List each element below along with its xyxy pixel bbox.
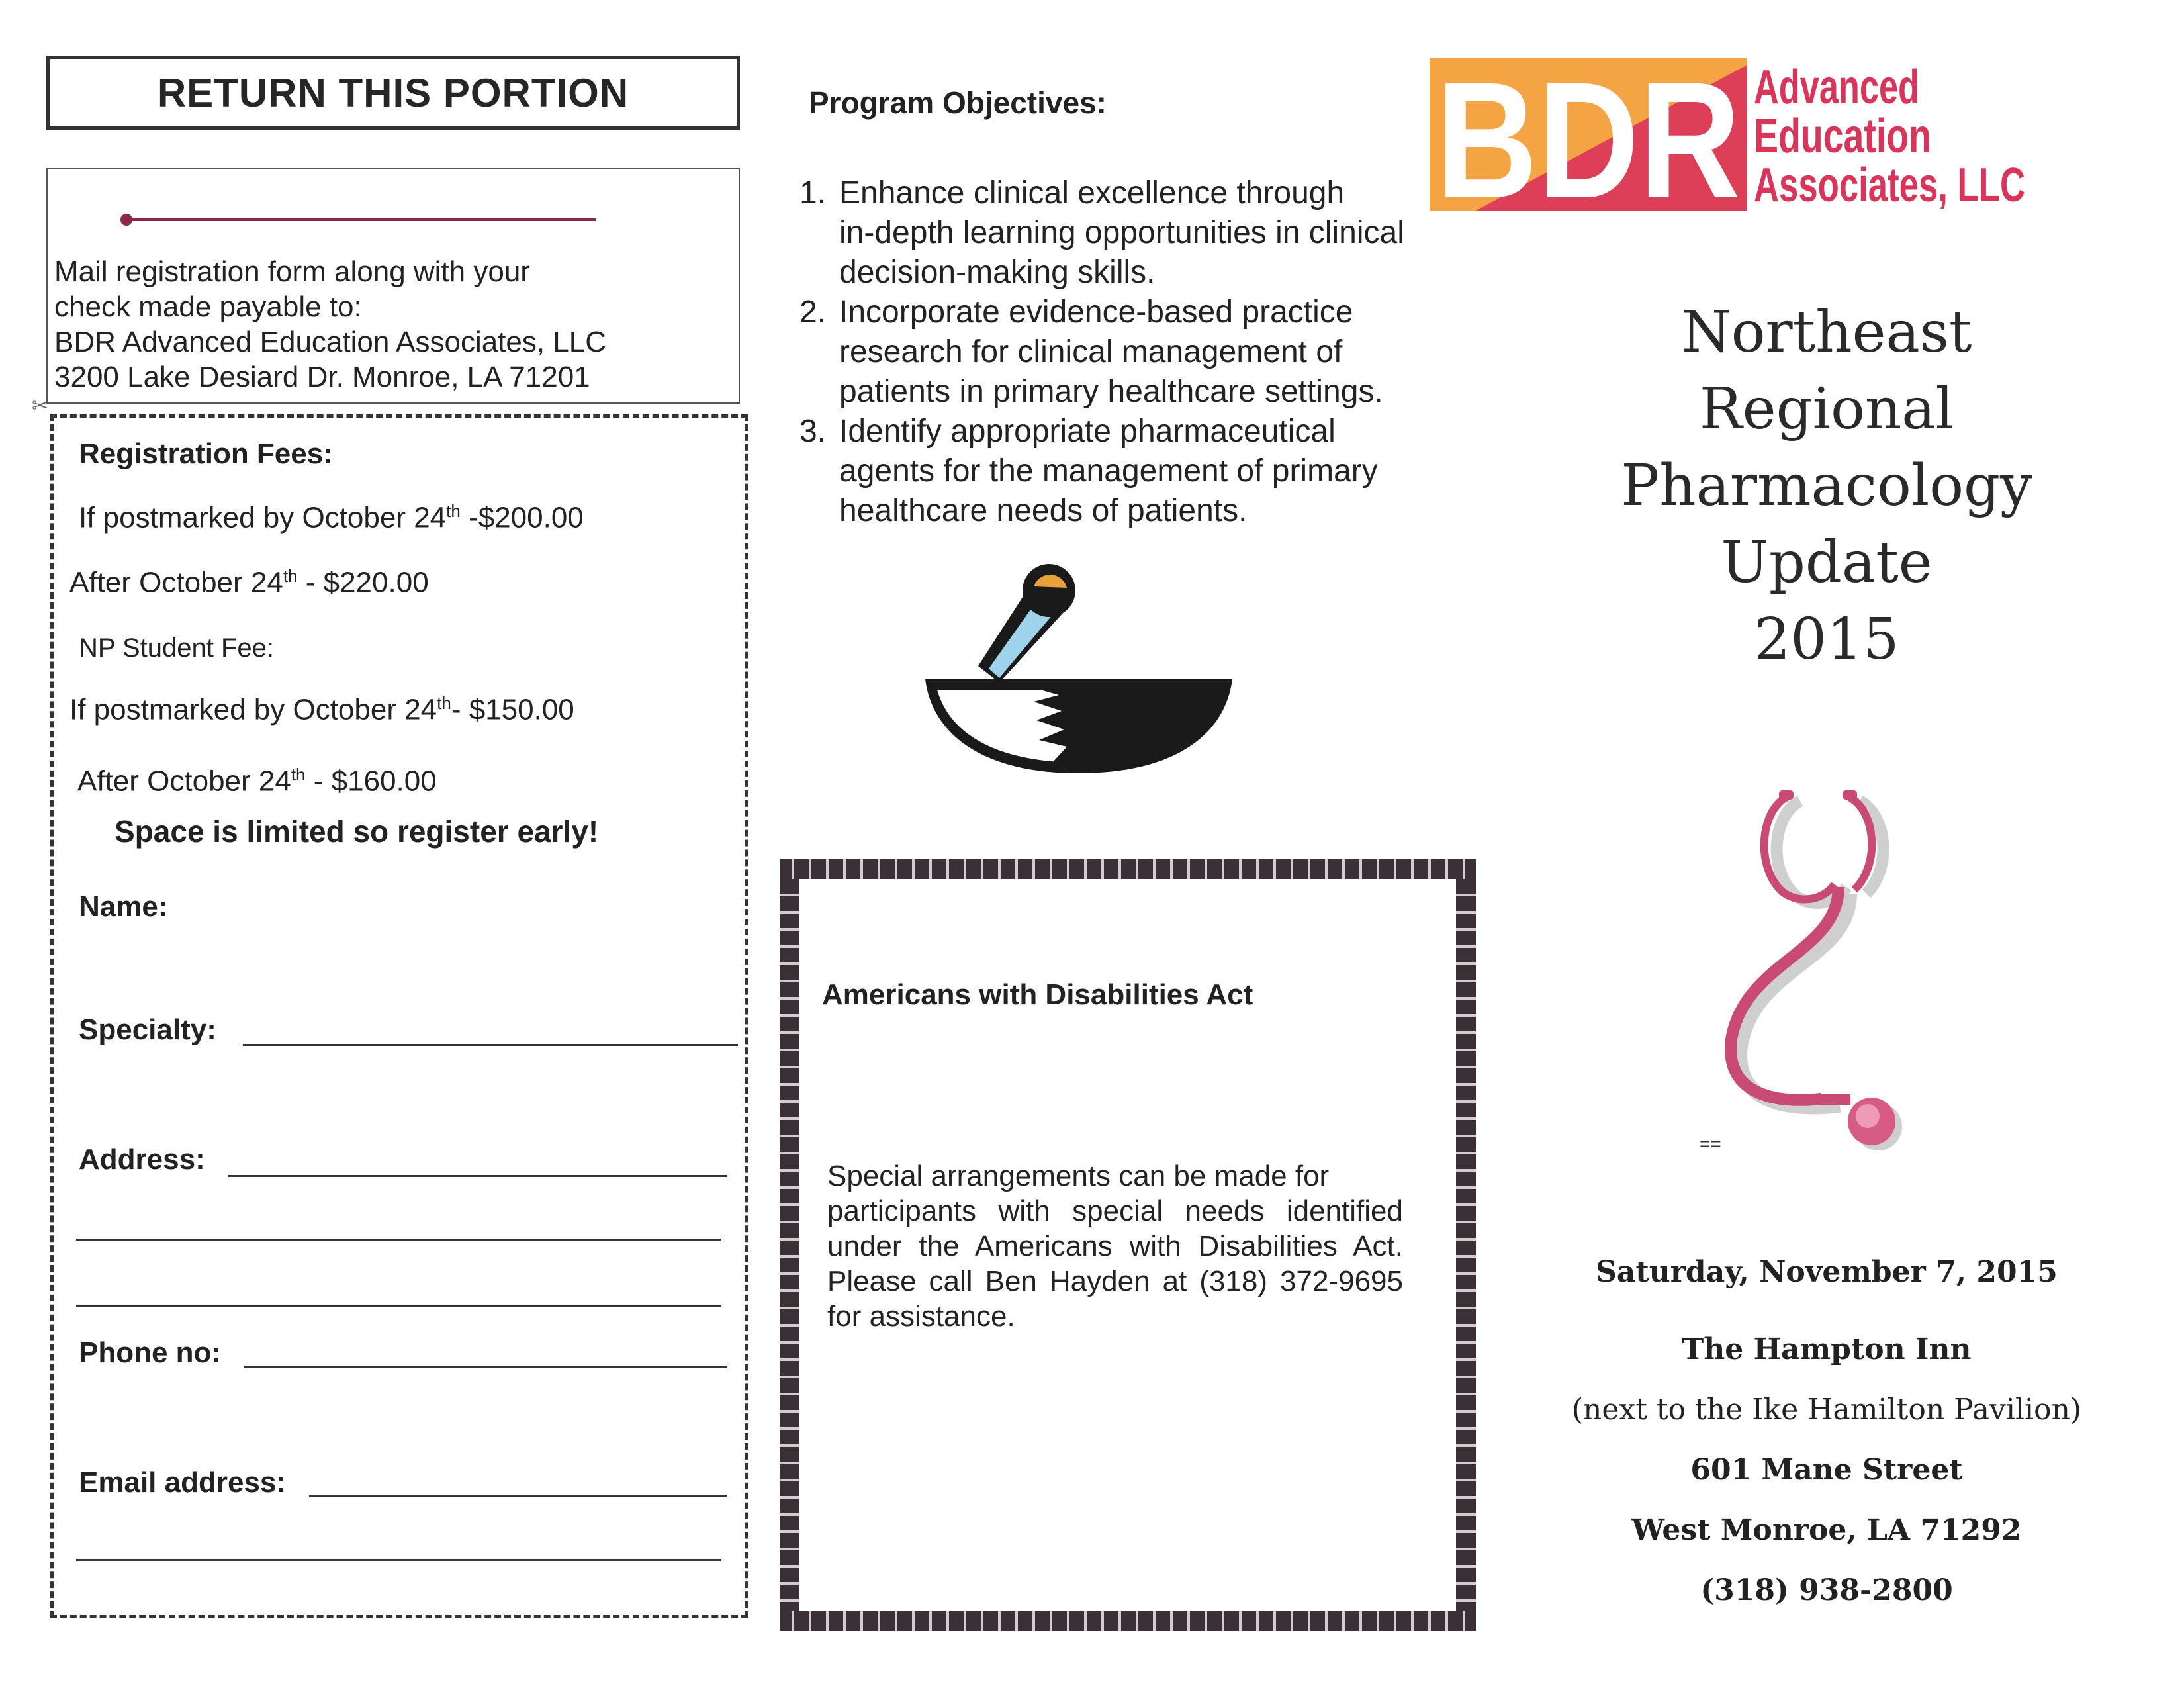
objective-text: research for clinical management of: [839, 334, 1343, 369]
event-venue-note: (next to the Ike Hamilton Pavilion): [1571, 1393, 2082, 1427]
objective-text: healthcare needs of patients.: [839, 493, 1248, 528]
event-title: [1549, 294, 2105, 678]
address-field-line-1[interactable]: [228, 1175, 727, 1177]
ada-body: [827, 1158, 1403, 1334]
mail-instructions: [54, 254, 729, 395]
small-mark: ==: [1700, 1133, 1721, 1154]
objective-number: 2.: [799, 295, 826, 330]
title-line: Northeast: [1681, 299, 1972, 365]
decorative-bullet: [120, 214, 132, 226]
logo-line-1: Advanced: [1754, 61, 1919, 114]
mail-line-4: 3200 Lake Desiard Dr. Monroe, LA 71201: [54, 361, 590, 393]
logo-line-3: Associates, LLC: [1754, 159, 2025, 212]
ada-line: Special arrangements can be made for: [827, 1160, 1330, 1192]
objective-number: 3.: [799, 414, 826, 449]
email-field-line-1[interactable]: [309, 1495, 727, 1497]
logo-letters: BDR: [1436, 48, 1741, 232]
phone-label: Phone no:: [79, 1336, 222, 1369]
ada-line: for assistance.: [827, 1300, 1015, 1333]
stethoscope-icon: [1707, 788, 1946, 1172]
address-field-line-2[interactable]: [76, 1239, 721, 1241]
address-field-line-3[interactable]: [76, 1305, 721, 1307]
objectives-list: [788, 173, 1449, 531]
registration-form: [50, 414, 748, 1618]
objective-text: patients in primary healthcare settings.: [839, 374, 1383, 409]
objective-item: [788, 412, 1449, 531]
space-limited-notice: Space is limited so register early!: [114, 814, 599, 849]
phone-field[interactable]: [244, 1366, 727, 1368]
fee-late: After October 24th - $220.00: [69, 566, 429, 599]
mail-line-1: Mail registration form along with your: [54, 256, 530, 288]
address-label: Address:: [79, 1143, 205, 1176]
mail-line-3: BDR Advanced Education Associates, LLC: [54, 326, 607, 358]
objective-item: [788, 173, 1449, 293]
specialty-label: Specialty:: [79, 1013, 216, 1046]
ada-line: under the Americans with Disabilities Act.: [827, 1230, 1403, 1262]
student-fee-late: After October 24th - $160.00: [77, 765, 437, 798]
event-street: 601 Mane Street: [1690, 1453, 1963, 1487]
ada-title: Americans with Disabilities Act: [822, 978, 1253, 1011]
program-objectives-title: Program Objectives:: [809, 85, 1107, 120]
email-field-line-2[interactable]: [76, 1559, 721, 1561]
ada-line: Please call Ben Hayden at (318) 372-9695: [827, 1265, 1403, 1297]
bdr-logo: [1430, 48, 2025, 232]
name-label: Name:: [79, 890, 168, 923]
title-line: Regional: [1699, 376, 1954, 442]
title-line: Pharmacology: [1621, 453, 2032, 519]
objective-text: Incorporate evidence-based practice: [839, 295, 1353, 330]
objective-text: decision-making skills.: [839, 255, 1156, 290]
return-portion-banner: [46, 56, 740, 130]
event-phone: (318) 938-2800: [1700, 1573, 1953, 1607]
student-fee-heading: NP Student Fee:: [79, 633, 274, 663]
decorative-divider: [126, 218, 596, 221]
event-venue: The Hampton Inn: [1682, 1333, 1972, 1366]
student-fee-early: If postmarked by October 24th- $150.00: [69, 693, 574, 726]
fee-early: If postmarked by October 24th -$200.00: [79, 501, 584, 534]
ada-line: participants with special needs identified: [827, 1195, 1403, 1227]
objective-number: 1.: [799, 175, 826, 211]
event-city: West Monroe, LA 71292: [1631, 1513, 2022, 1547]
registration-fees-heading: Registration Fees:: [79, 438, 333, 470]
return-portion-label: RETURN THIS PORTION: [157, 70, 629, 115]
title-line: Update: [1721, 530, 1933, 596]
objective-text: Identify appropriate pharmaceutical: [839, 414, 1336, 449]
event-details: [1522, 1242, 2131, 1620]
specialty-field[interactable]: [243, 1044, 738, 1046]
logo-line-2: Education: [1754, 110, 1931, 163]
objective-text: agents for the management of primary: [839, 453, 1378, 489]
email-label: Email address:: [79, 1466, 287, 1499]
mail-line-2: check made payable to:: [54, 291, 362, 323]
event-date: Saturday, November 7, 2015: [1596, 1255, 2058, 1289]
scissors-icon: ✂: [32, 395, 49, 417]
objective-text: in-depth learning opportunities in clinical: [839, 215, 1404, 250]
title-line: 2015: [1754, 606, 1899, 673]
mortar-and-pestle-icon: [920, 567, 1238, 785]
objective-text: Enhance clinical excellence through: [839, 175, 1345, 211]
objective-item: [788, 293, 1449, 412]
